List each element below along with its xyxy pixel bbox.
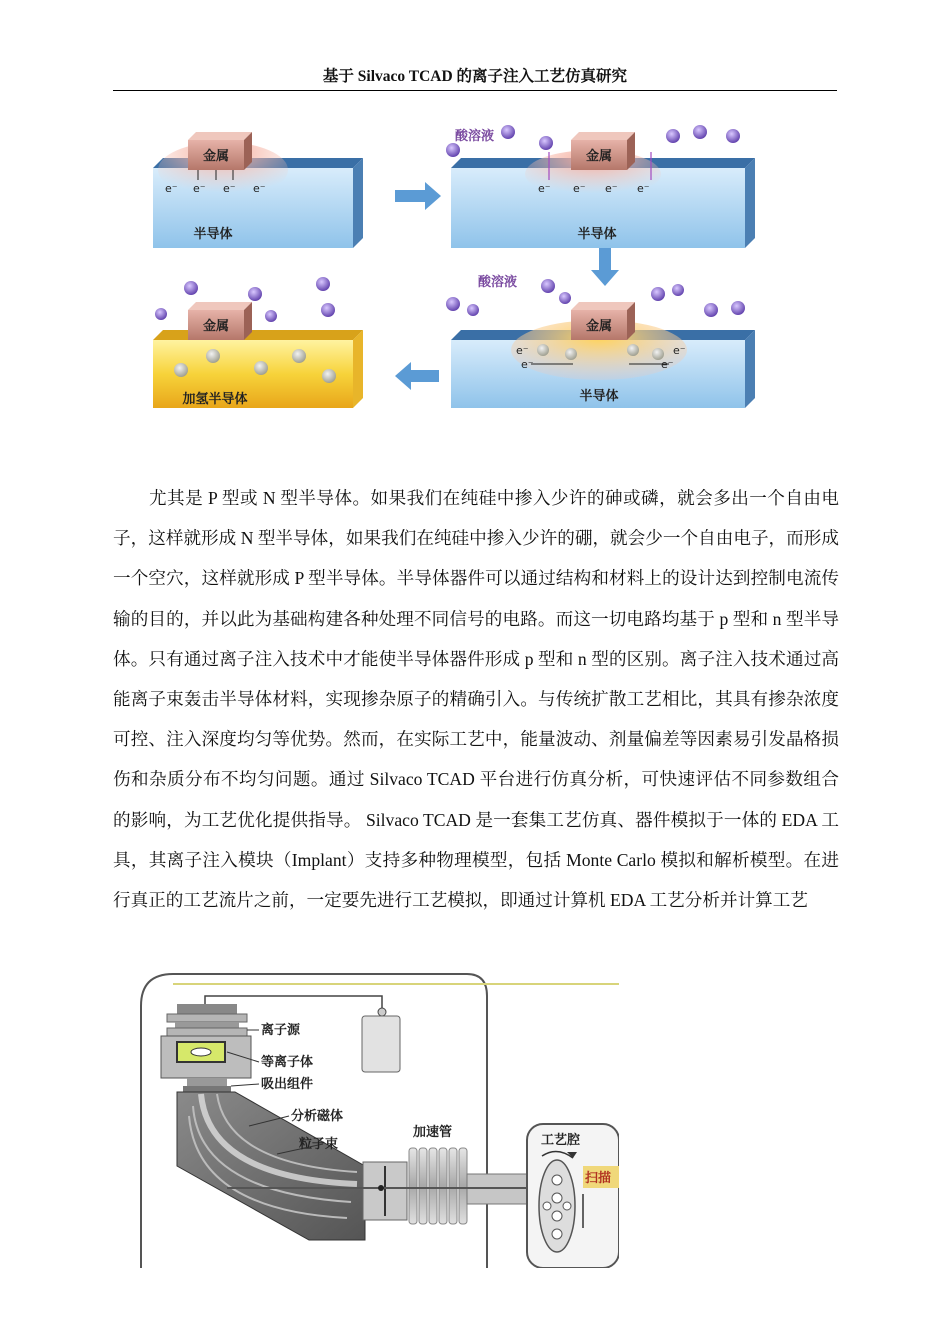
arrow-right-icon [395,182,441,210]
svg-text:e⁻: e⁻ [223,182,236,195]
hydrogenated-semiconductor-label: 加氢半导体 [182,392,248,407]
svg-text:金属: 金属 [202,319,230,334]
panel-4 [153,277,363,408]
ion-beam-label: 粒子束 [299,1137,339,1152]
analyzer-magnet-label: 分析磁体 [291,1109,344,1124]
metal-label: 金属 [202,149,230,164]
svg-text:半导体: 半导体 [579,389,619,404]
process-chamber-label: 工艺腔 [541,1133,581,1148]
accelerator-label: 加速管 [413,1125,453,1140]
header-rule [113,90,837,91]
svg-text:e⁻: e⁻ [193,182,206,195]
svg-text:酸溶液: 酸溶液 [478,275,518,290]
extraction-label: 吸出组件 [261,1077,314,1092]
panel-2 [446,125,755,248]
ion-implanter-figure [137,966,619,1268]
svg-text:e⁻: e⁻ [538,182,551,195]
svg-text:e⁻: e⁻ [661,358,674,371]
svg-text:金属: 金属 [585,149,613,164]
ion-source-label: 离子源 [261,1023,301,1038]
plasma-label: 等离子体 [261,1055,314,1070]
svg-text:e⁻: e⁻ [516,344,529,357]
acid-label: 酸溶液 [455,129,495,144]
running-header: 基于 Silvaco TCAD 的离子注入工艺仿真研究 [322,68,628,85]
svg-text:金属: 金属 [585,319,613,334]
svg-text:半导体: 半导体 [577,227,617,242]
body-paragraph: 尤其是 P 型或 N 型半导体。如果我们在纯硅中掺入少许的砷或磷，就会多出一个自由电子，这样就形成 N 型半导体，如果我们在纯硅中掺入少许的硼，就会少一个自由电子，而形成一个空穴，这样就形成 P 型半导体。半导体器件可以通过结构和材料上的设计达到控制电流传输的目的，并以此为基础构建各种处理不同信号的电路。而这一切电路均基于 p 型和 n 型半导体。只有通过离子注入技术中才能使半导体器件形成 p 型和 n 型的区别。离子注入技术通过高能离子束轰击半导体材料，实现掺杂原子的精确引入。与传统扩散工艺相比，其具有掺杂浓度可控、注入深度均匀等优势。然而，在实际工艺中，能量波动、剂量偏差等因素易引发晶格损伤和杂质分布不均匀问题。通过 Silvaco TCAD 平台进行仿真分析，可快速评估不同参数组合的影响，为工艺优化提供指导。 Silvaco TCAD 是一套集工艺仿真、器件模拟于一体的 EDA 工具，其离子注入模块（Implant）支持多种物理模型，包括 Monte Carlo 模拟和解析模型。在进行真正的工艺流片之前，一定要先进行工艺模拟，即通过计算机 EDA 工艺分析并计算工艺 [113,488,839,911]
arrow-left-icon [395,362,439,390]
arrow-down-icon [591,248,619,286]
svg-text:e⁻: e⁻ [573,182,586,195]
panel-1 [153,132,363,248]
svg-text:e⁻: e⁻ [673,344,686,357]
hydrogenation-process-figure [153,118,759,418]
svg-text:e⁻: e⁻ [605,182,618,195]
svg-text:e⁻: e⁻ [253,182,266,195]
panel-3 [446,274,755,408]
scan-label: 扫描 [585,1171,612,1186]
svg-text:e⁻: e⁻ [637,182,650,195]
svg-text:e⁻: e⁻ [165,182,178,195]
semiconductor-label: 半导体 [193,227,233,242]
svg-text:e⁻: e⁻ [521,358,534,371]
